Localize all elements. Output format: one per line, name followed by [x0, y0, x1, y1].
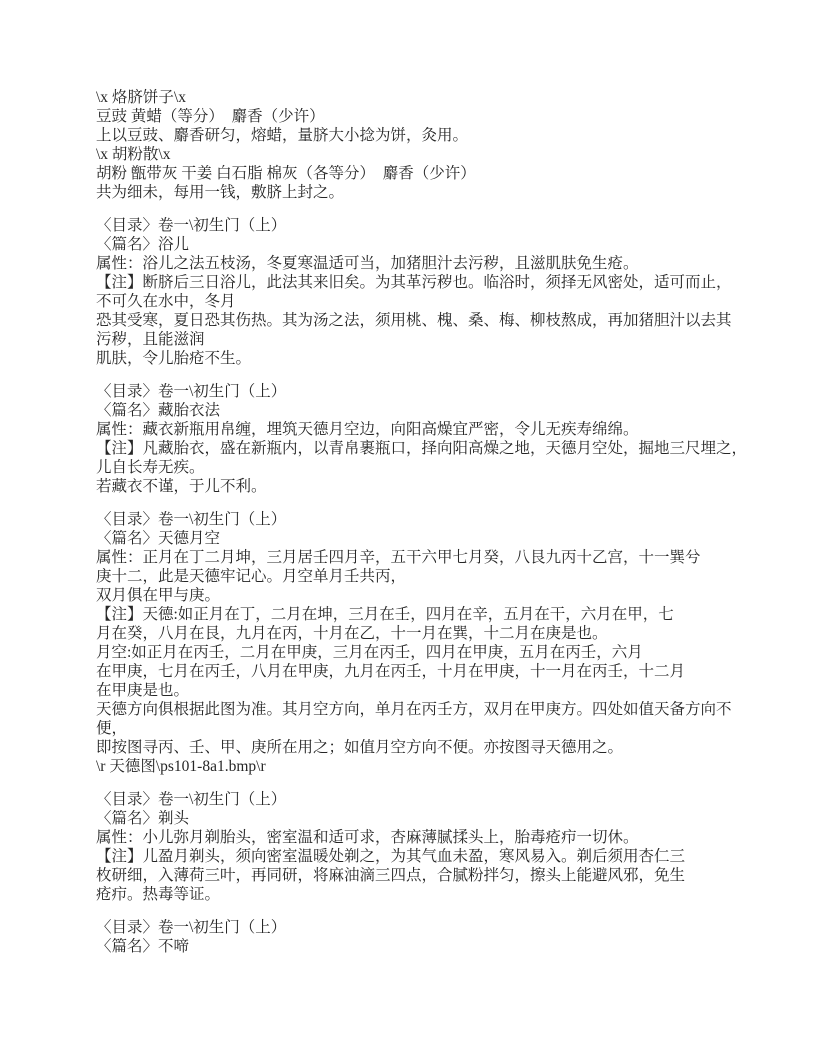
text-line: 〈目录〉卷一\初生门（上）	[96, 511, 287, 528]
text-block-section-ti-tou	[96, 790, 756, 904]
text-line: 〈目录〉卷一\初生门（上）	[96, 791, 287, 808]
text-line: 天德方向俱根据此图为准。其月空方向，单月在丙壬方，双月在甲庚方。四处如值天备方向不	[96, 701, 732, 718]
text-line: 属性：正月在丁二月坤，三月居壬四月辛，五干六甲七月癸，八艮九丙十乙宫，十一巽兮	[96, 549, 701, 566]
text-line: 豆豉 黄蜡（等分） 麝香（少许）	[96, 108, 325, 125]
text-line: 共为细未，每用一钱，敷脐上封之。	[96, 184, 345, 201]
text-line: 双月俱在甲与庚。	[96, 587, 221, 604]
text-line: 〈篇名〉剃头	[96, 810, 190, 827]
text-line: 属性：小儿弥月剃胎头，密室温和适可求，杏麻薄腻揉头上，胎毒疮疖一切休。	[96, 829, 639, 846]
text-line: 〈篇名〉天德月空	[96, 530, 221, 547]
text-line: 即按图寻丙、壬、甲、庚所在用之；如值月空方向不便。亦按图寻天德用之。	[96, 739, 624, 756]
text-line: 月空:如正月在丙壬，二月在甲庚，三月在丙壬，四月在甲庚，五月在丙壬，六月	[96, 644, 643, 661]
text-line: 〈篇名〉浴儿	[96, 236, 190, 253]
text-line: 若藏衣不谨，于儿不利。	[96, 478, 267, 495]
text-line: 枚研细，入薄荷三叶，再同研，将麻油滴三四点，合腻粉拌匀，擦头上能避风邪，免生	[96, 867, 686, 884]
text-line: 〈目录〉卷一\初生门（上）	[96, 217, 287, 234]
text-line: \x 胡粉散\x	[96, 146, 171, 163]
text-block-section-tian-de-yue-kong	[96, 510, 756, 776]
text-line: \r 天德图\ps101-8a1.bmp\r	[96, 758, 266, 775]
text-line: 胡粉 甑带灰 干姜 白石脂 棉灰（各等分） 麝香（少许）	[96, 165, 476, 182]
text-line: 【注】儿盈月剃头，须向密室温暖处剃之，为其气血未盈，寒风易入。剃后须用杏仁三	[96, 848, 686, 865]
text-block-section-cang-tai-yi-fa	[96, 382, 756, 496]
text-line: 污秽，且能滋润	[96, 331, 205, 348]
text-line: 属性：藏衣新瓶用帛缠，埋筑天德月空边，向阳高燥宜严密，令儿无疾寿绵绵。	[96, 421, 639, 438]
text-line: 属性：浴儿之法五枝汤，冬夏寒温适可当，加猪胆汁去污秽，且滋肌肤免生疮。	[96, 255, 639, 272]
text-line: 肌肤，令儿胎疮不生。	[96, 350, 252, 367]
text-line: 在甲庚，七月在丙壬，八月在甲庚，九月在丙壬，十月在甲庚，十一月在丙壬，十二月	[96, 663, 686, 680]
document-text	[96, 88, 756, 970]
text-line: 〈目录〉卷一\初生门（上）	[96, 383, 287, 400]
text-line: 在甲庚是也。	[96, 682, 190, 699]
text-line: 〈篇名〉藏胎衣法	[96, 402, 221, 419]
text-line: 【注】天德:如正月在丁，二月在坤，三月在壬，四月在辛，五月在干，六月在甲，七	[96, 606, 674, 623]
text-line: 〈篇名〉不啼	[96, 938, 190, 955]
text-line: 恐其受寒，夏日恐其伤热。其为汤之法，须用桃、槐、桑、梅、柳枝熬成，再加猪胆汁以去其	[96, 312, 732, 329]
text-line: 上以豆豉、麝香研匀，熔蜡，量脐大小捻为饼，灸用。	[96, 127, 469, 144]
text-line: 不可久在水中，冬月	[96, 293, 236, 310]
text-block-section-yu-er	[96, 216, 756, 368]
text-line: 【注】凡藏胎衣，盛在新瓶内，以青帛裹瓶口，择向阳高燥之地，天德月空处，掘地三尺埋之，	[96, 440, 748, 457]
text-block-recipes-laoqi-hufen	[96, 88, 756, 202]
text-block-section-bu-ti	[96, 918, 756, 956]
text-line: 庚十二，此是天德牢记心。月空单月壬共丙，	[96, 568, 407, 585]
text-line: 月在癸，八月在艮，九月在丙，十月在乙，十一月在巽，十二月在庚是也。	[96, 625, 608, 642]
text-line: 便，	[96, 720, 128, 737]
text-line: 〈目录〉卷一\初生门（上）	[96, 919, 287, 936]
text-line: 【注】断脐后三日浴儿，此法其来旧矣。为其革污秽也。临浴时，须择无风密处，适可而止，	[96, 274, 732, 291]
text-line: 疮疖。热毒等证。	[96, 886, 221, 903]
text-line: 儿自长寿无疾。	[96, 459, 205, 476]
text-line: \x 烙脐饼子\x	[96, 89, 186, 106]
